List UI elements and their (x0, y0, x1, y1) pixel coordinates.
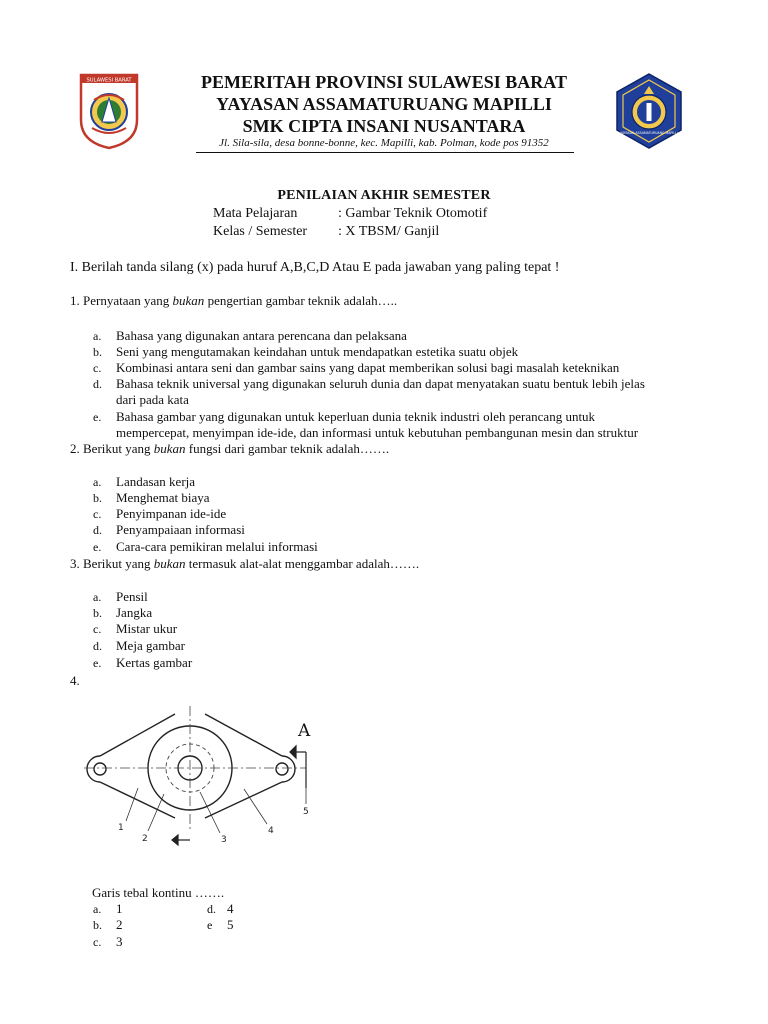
q1-option-d-text: Bahasa teknik universal yang digunakan seluruh dunia dan dapat menyatakan suatu bentuk lebih jelas (116, 376, 645, 391)
question-1 (70, 293, 397, 309)
q4-option-d-letter: d. (207, 902, 216, 916)
right-logo-lettering: YAYASAN ASSAMATURUANG MAPILLI (620, 131, 678, 135)
q1-option-a-text: Bahasa yang digunakan antara perencana dan pelaksana (116, 328, 407, 343)
q1-option-e-text-cont: mempercepat, menyimpan ide-ide, dan informasi untuk kebutuhan pembangunan mesin dan struktur (116, 425, 639, 440)
q2-option-b-letter: b. (93, 491, 102, 505)
q4-option-a-letter: a. (93, 902, 102, 916)
school-address: Jl. Sila-sila, desa bonne-bonne, kec. Mapilli, kab. Polman, kode pos 91352 (219, 137, 549, 149)
q1-option-b-text: Seni yang mengutamakan keindahan untuk mendapatkan estetika suatu objek (116, 344, 519, 359)
right-bolt-hole (276, 763, 288, 775)
left-logo-lettering: SULAWESI BARAT (86, 77, 132, 84)
label-3: 3 (221, 835, 227, 845)
q4-option-b-text: 2 (116, 917, 123, 932)
section-bottom-arrow (172, 835, 178, 845)
section-arrow-head (290, 746, 296, 758)
label-4: 4 (268, 826, 274, 836)
q2-option-e-letter: e. (93, 540, 102, 554)
class-value: : X TBSM/ Ganjil (338, 224, 440, 239)
section-instruction: I. Berilah tanda silang (x) pada huruf A,B,C,D Atau E pada jawaban yang paling tepat ! (70, 260, 560, 275)
q3-option-c-letter: c. (93, 622, 102, 636)
q2-option-a-text: Landasan kerja (116, 474, 196, 489)
q2-option-d-letter: d. (93, 523, 102, 537)
q2-option-a-letter: a. (93, 475, 102, 489)
q1-option-b-letter: b. (93, 345, 102, 359)
question-1-suffix: pengertian gambar teknik adalah….. (204, 293, 398, 308)
question-3-suffix: termasuk alat-alat menggambar adalah……. (185, 556, 420, 571)
q3-option-d-letter: d. (93, 639, 102, 653)
q2-option-e-text: Cara-cara pemikiran melalui informasi (116, 539, 318, 554)
question-4-caption: Garis tebal kontinu ……. (92, 885, 225, 900)
question-1-emphasis: bukan (172, 293, 205, 308)
technical-drawing-figure (80, 690, 330, 860)
question-2-prefix: 2. Berikut yang (70, 441, 154, 456)
q3-option-d-text: Meja gambar (116, 638, 185, 653)
question-2-emphasis: bukan (153, 441, 186, 456)
q1-option-c-letter: c. (93, 361, 102, 375)
q1-option-a-letter: a. (93, 329, 102, 343)
q4-option-b-letter: b. (93, 918, 102, 932)
exam-title: PENILAIAN AKHIR SEMESTER (277, 188, 491, 203)
q3-option-e-text: Kertas gambar (116, 655, 193, 670)
q2-option-c-text: Penyimpanan ide-ide (116, 506, 227, 521)
q3-option-a-letter: a. (93, 590, 102, 604)
q4-option-e-text: 5 (227, 917, 234, 932)
q2-option-b-text: Menghemat biaya (116, 490, 210, 505)
q2-option-d-text: Penyampaiaan informasi (116, 522, 245, 537)
question-3-prefix: 3. Berikut yang (70, 556, 154, 571)
foundation-heading: YAYASAN ASSAMATURUANG MAPILLI (216, 94, 552, 114)
subject-label: Mata Pelajaran (213, 206, 298, 221)
government-heading: PEMERITAH PROVINSI SULAWESI BARAT (201, 72, 567, 92)
q1-option-e-letter: e. (93, 410, 102, 424)
q4-option-c-text: 3 (116, 934, 123, 949)
class-label: Kelas / Semester (213, 224, 308, 239)
subject-value: : Gambar Teknik Otomotif (338, 206, 488, 221)
q4-option-e-letter: e (207, 918, 213, 932)
q3-option-b-text: Jangka (116, 605, 153, 620)
question-2 (70, 441, 389, 457)
q2-option-c-letter: c. (93, 507, 102, 521)
q3-option-a-text: Pensil (116, 589, 148, 604)
q4-option-a-text: 1 (116, 901, 123, 916)
q3-option-e-letter: e. (93, 656, 102, 670)
school-heading: SMK CIPTA INSANI NUSANTARA (242, 116, 526, 136)
q4-option-c-letter: c. (93, 935, 102, 949)
q1-option-c-text: Kombinasi antara seni dan gambar sains yang dapat memberikan solusi bagi masalah keteknikan (116, 360, 620, 375)
q1-option-d-text-cont: dari pada kata (116, 392, 189, 407)
left-bolt-hole (94, 763, 106, 775)
q1-option-e-text: Bahasa gambar yang digunakan untuk keperluan dunia teknik industri oleh perancang untuk (116, 409, 596, 424)
q3-option-b-letter: b. (93, 606, 102, 620)
label-2: 2 (142, 834, 148, 844)
header-divider (196, 152, 574, 153)
leader-1 (126, 788, 138, 821)
question-1-prefix: 1. Pernyataan yang (70, 293, 173, 308)
question-3 (70, 556, 419, 572)
leader-2 (148, 794, 164, 831)
label-5: 5 (303, 807, 309, 817)
section-label-a: A (298, 721, 311, 741)
q3-option-c-text: Mistar ukur (116, 621, 178, 636)
label-1: 1 (118, 823, 124, 833)
question-3-emphasis: bukan (153, 556, 186, 571)
question-4-number: 4. (70, 673, 80, 688)
q4-option-d-text: 4 (227, 901, 234, 916)
question-2-suffix: fungsi dari gambar teknik adalah……. (185, 441, 390, 456)
q1-option-d-letter: d. (93, 377, 102, 391)
